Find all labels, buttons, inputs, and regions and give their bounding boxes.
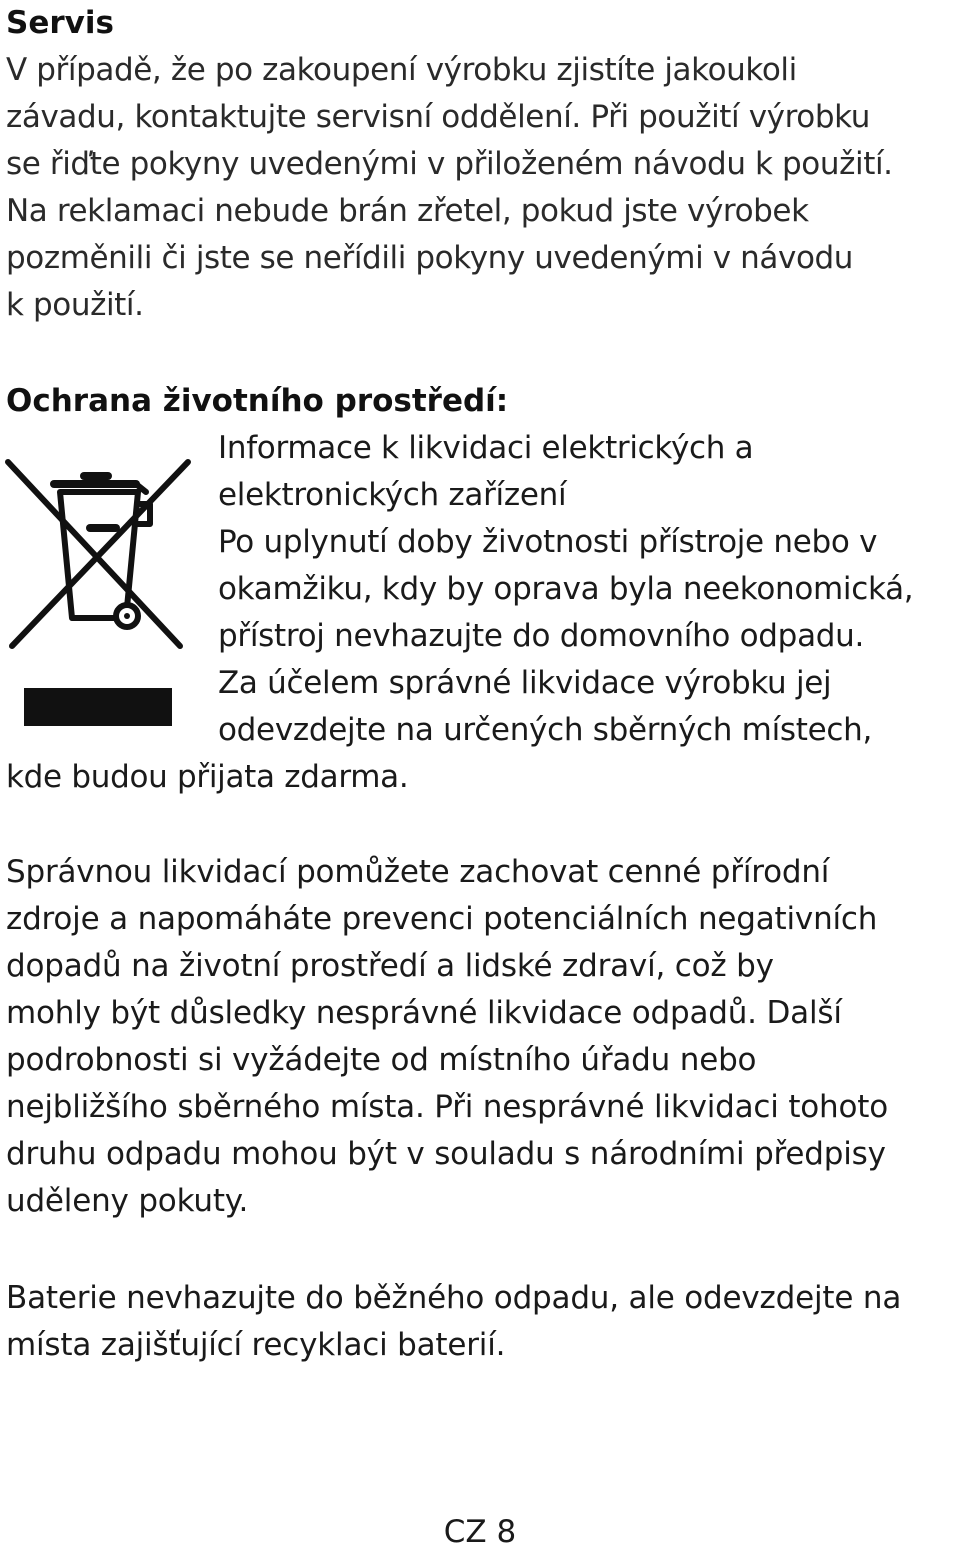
servis-line: Na reklamaci nebude brán zřetel, pokud jste výrobek	[6, 193, 809, 229]
weee-line: okamžiku, kdy by oprava byla neekonomická,	[218, 571, 914, 607]
battery-line: místa zajišťující recyklaci baterií.	[6, 1327, 506, 1363]
weee-paragraph	[218, 425, 958, 754]
servis-line: se řiďte pokyny uvedenými v přiloženém návodu k použití.	[6, 146, 893, 182]
battery-line: Baterie nevhazujte do běžného odpadu, ale odevzdejte na	[6, 1280, 902, 1316]
disposal-line: mohly být důsledky nesprávné likvidace odpadů. Další	[6, 995, 842, 1031]
disposal-line: Správnou likvidací pomůžete zachovat cenné přírodní	[6, 854, 830, 890]
servis-paragraph	[6, 47, 958, 329]
disposal-line: dopadů na životní prostředí a lidské zdraví, což by	[6, 948, 774, 984]
weee-line: odevzdejte na určených sběrných místech,	[218, 712, 873, 748]
servis-line: pozměnili či jste se neřídili pokyny uvedenými v návodu	[6, 240, 854, 276]
servis-line: závadu, kontaktujte servisní oddělení. Při použití výrobku	[6, 99, 870, 135]
page-number: CZ 8	[443, 1514, 517, 1550]
battery-paragraph	[6, 1275, 958, 1369]
weee-line: Po uplynutí doby životnosti přístroje nebo v	[218, 524, 878, 560]
disposal-paragraph	[6, 849, 958, 1225]
servis-line: V případě, že po zakoupení výrobku zjistíte jakoukoli	[6, 52, 797, 88]
weee-tail-line: kde budou přijata zdarma.	[6, 759, 409, 795]
environment-heading: Ochrana životního prostředí:	[6, 383, 509, 419]
weee-line: Informace k likvidaci elektrických a	[218, 430, 754, 466]
disposal-line: nejbližšího sběrného místa. Při nesprávné likvidaci tohoto	[6, 1089, 888, 1125]
disposal-line: zdroje a napomáháte prevenci potenciálních negativních	[6, 901, 878, 937]
crossed-out-wheelie-bin-icon	[4, 456, 194, 728]
disposal-line: uděleny pokuty.	[6, 1183, 249, 1219]
weee-line: Za účelem správné likvidace výrobku jej	[218, 665, 832, 701]
disposal-line: druhu odpadu mohou být v souladu s národními předpisy	[6, 1136, 886, 1172]
disposal-line: podrobnosti si vyžádejte od místního úřadu nebo	[6, 1042, 757, 1078]
weee-line: elektronických zařízení	[218, 477, 567, 513]
servis-line: k použití.	[6, 287, 144, 323]
weee-line: přístroj nevhazujte do domovního odpadu.	[218, 618, 865, 654]
servis-heading: Servis	[6, 5, 114, 41]
